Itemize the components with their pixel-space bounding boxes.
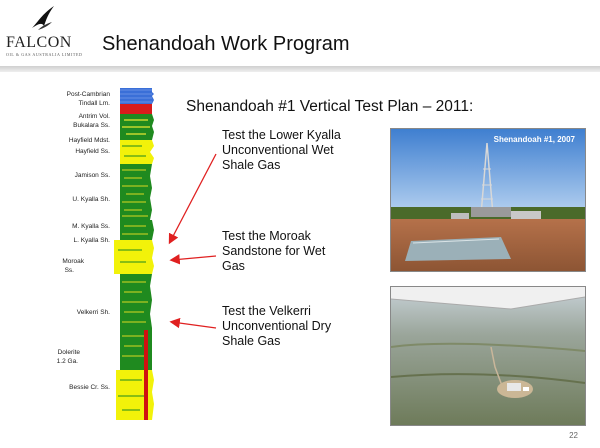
logo-tagline: OIL & GAS AUSTRALIA LIMITED	[6, 52, 83, 57]
strat-label: Ss.	[64, 267, 74, 274]
slide-title: Shenandoah #1 Vertical Test Plan – 2011:	[186, 98, 474, 115]
test-velkerri	[222, 304, 372, 349]
strat-label: U. Kyalla Sh.	[72, 196, 110, 203]
strat-label: 1.2 Ga.	[56, 358, 78, 365]
logo-name: FALCON	[6, 34, 72, 51]
strat-label: Tindall Lm.	[78, 100, 110, 107]
photo-drilling-rig	[390, 128, 586, 272]
test-line: Sandstone for Wet	[222, 244, 326, 258]
strat-label: Bukalara Ss.	[73, 122, 110, 129]
arrow-lower-kyalla	[170, 154, 216, 242]
photo-aerial-site	[390, 286, 586, 426]
strat-label: Jamison Ss.	[74, 172, 110, 179]
test-line: Unconventional Dry	[222, 319, 332, 333]
strat-label: M. Kyalla Ss.	[72, 223, 110, 230]
test-line: Test the Velkerri	[222, 304, 311, 318]
test-line: Shale Gas	[222, 334, 281, 348]
test-line: Shale Gas	[222, 158, 281, 172]
page-number: 22	[569, 431, 578, 440]
test-line: Test the Lower Kyalla	[222, 128, 341, 142]
strat-label: L. Kyalla Sh.	[73, 237, 110, 244]
test-lower-kyalla	[222, 128, 372, 173]
strat-label: Bessie Cr. Ss.	[69, 384, 110, 391]
test-line: Unconventional Wet	[222, 143, 334, 157]
header-title: Shenandoah Work Program	[102, 33, 350, 55]
test-line: Test the Moroak	[222, 229, 311, 243]
strat-label: Moroak	[62, 258, 84, 265]
test-moroak	[222, 229, 372, 274]
strat-label: Post-Cambrian	[66, 91, 110, 98]
strat-label: Antrim Vol.	[78, 113, 110, 120]
strat-label: Dolerite	[57, 349, 80, 356]
strat-label: Hayfield Ss.	[75, 148, 110, 155]
photo-caption: Shenandoah #1, 2007	[493, 135, 575, 144]
arrow-moroak	[172, 256, 216, 260]
arrow-velkerri	[172, 322, 216, 328]
strat-label: Hayfield Mdst.	[68, 137, 110, 144]
strat-label: Velkerri Sh.	[76, 309, 110, 316]
stratigraphy-labels	[0, 0, 110, 448]
test-line: Gas	[222, 259, 245, 273]
stratigraphic-column	[112, 80, 162, 430]
